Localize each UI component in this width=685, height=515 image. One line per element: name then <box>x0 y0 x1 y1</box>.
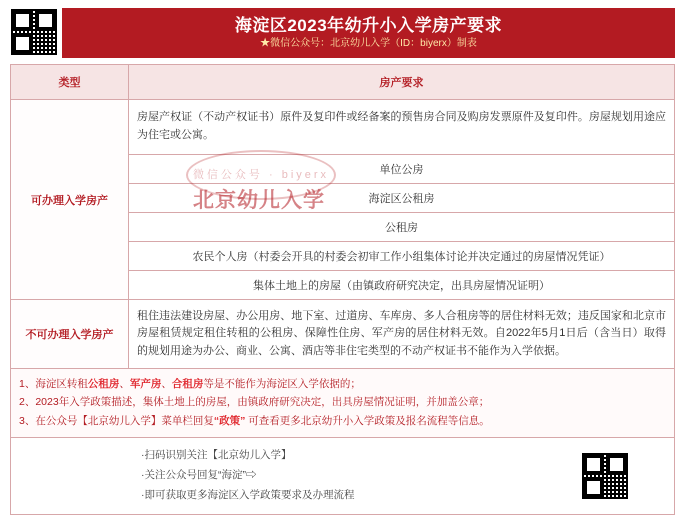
column-header-requirement: 房产要求 <box>129 65 675 100</box>
table-cell-requirement: 房屋产权证（不动产权证书）原件及复印件或经备案的预售房合同及购房发票原件及复印件。房屋规划用途应为住宅或公寓。 <box>129 100 675 155</box>
table-cell-requirement: 公租房 <box>129 213 675 242</box>
page-title: 海淀区2023年幼升小入学房产要求 <box>234 16 503 36</box>
footer-line-3: ·即可获取更多海淀区入学政策要求及办理流程 <box>141 489 355 501</box>
table-cell-requirement: 集体土地上的房屋（由镇政府研究决定，出具房屋情况证明） <box>129 271 675 300</box>
page-subtitle: ★微信公众号：北京幼儿入学（ID：biyerx）制表 <box>260 38 477 50</box>
footer-instructions <box>21 446 355 506</box>
table-cell-requirement: 租住违法建设房屋、办公用房、地下室、过道房、车库房、多人合租房等的居住材料无效；违反国家和北京市房屋租赁规定租住转租的公租房、保障性住房、军产房的居住材料无效。自2022年5月1日后（含当日）取得的规划用途为办公、商业、公寓、酒店等非住宅类型的不动产权证书不能作为入学依据。 <box>129 300 675 369</box>
qr-code-icon-bottom[interactable] <box>582 453 628 499</box>
row-group-label-not-allowed: 不可办理入学房产 <box>11 300 129 369</box>
note-seg-policy: “政策” <box>213 414 246 427</box>
note-seg: 海淀区转租 <box>35 378 88 390</box>
watermark-ring-text: 微信公众号 · biyerx <box>186 150 336 200</box>
note-seg: 、 <box>119 378 130 390</box>
note-seg: 2023年入学政策描述，集体土地上的房屋，由镇政府研究决定，出具房屋情况证明，并加盖公章； <box>35 396 490 409</box>
qr-code-icon-top[interactable] <box>10 8 58 56</box>
title-banner <box>62 8 675 58</box>
note-item-3 <box>19 412 666 430</box>
note-index: 1、 <box>19 378 36 390</box>
column-header-type: 类型 <box>11 65 129 100</box>
note-seg: 可查看更多北京幼升小入学政策及报名流程等信息。 <box>245 414 490 427</box>
document-header <box>10 8 675 58</box>
housing-requirements-table <box>10 64 675 369</box>
note-index: 2、 <box>19 396 36 409</box>
note-item-1 <box>19 375 666 393</box>
footer-block <box>10 438 675 515</box>
note-seg-emphasis: 合租房 <box>171 378 204 390</box>
note-seg: 、 <box>161 378 172 390</box>
table-cell-requirement: 农民个人房（村委会开具的村委会初审工作小组集体讨论并决定通过的房屋情况凭证） <box>129 242 675 271</box>
note-item-2 <box>19 393 666 411</box>
table-row <box>11 100 675 155</box>
watermark-text: 北京幼儿入学 <box>193 189 325 212</box>
row-group-label-allowed: 可办理入学房产 <box>11 100 129 300</box>
note-seg-emphasis: 军产房 <box>129 378 162 390</box>
notes-block <box>10 369 675 438</box>
table-cell-requirement: 单位公房 <box>129 155 675 184</box>
note-seg: 等是不能作为海淀区入学依据的； <box>203 378 361 390</box>
table-cell-requirement: 海淀区公租房 <box>129 184 675 213</box>
note-index: 3、 <box>19 414 36 427</box>
footer-line-2: ·关注公众号回复“海淀”⇨ <box>141 469 257 482</box>
table-row <box>11 300 675 369</box>
note-seg: 在公众号【北京幼儿入学】菜单栏回复 <box>35 414 214 427</box>
footer-line-1: ·扫码识别关注【北京幼儿入学】 <box>141 449 292 462</box>
table-header-row <box>11 65 675 100</box>
note-seg-emphasis: 公租房 <box>87 378 120 390</box>
